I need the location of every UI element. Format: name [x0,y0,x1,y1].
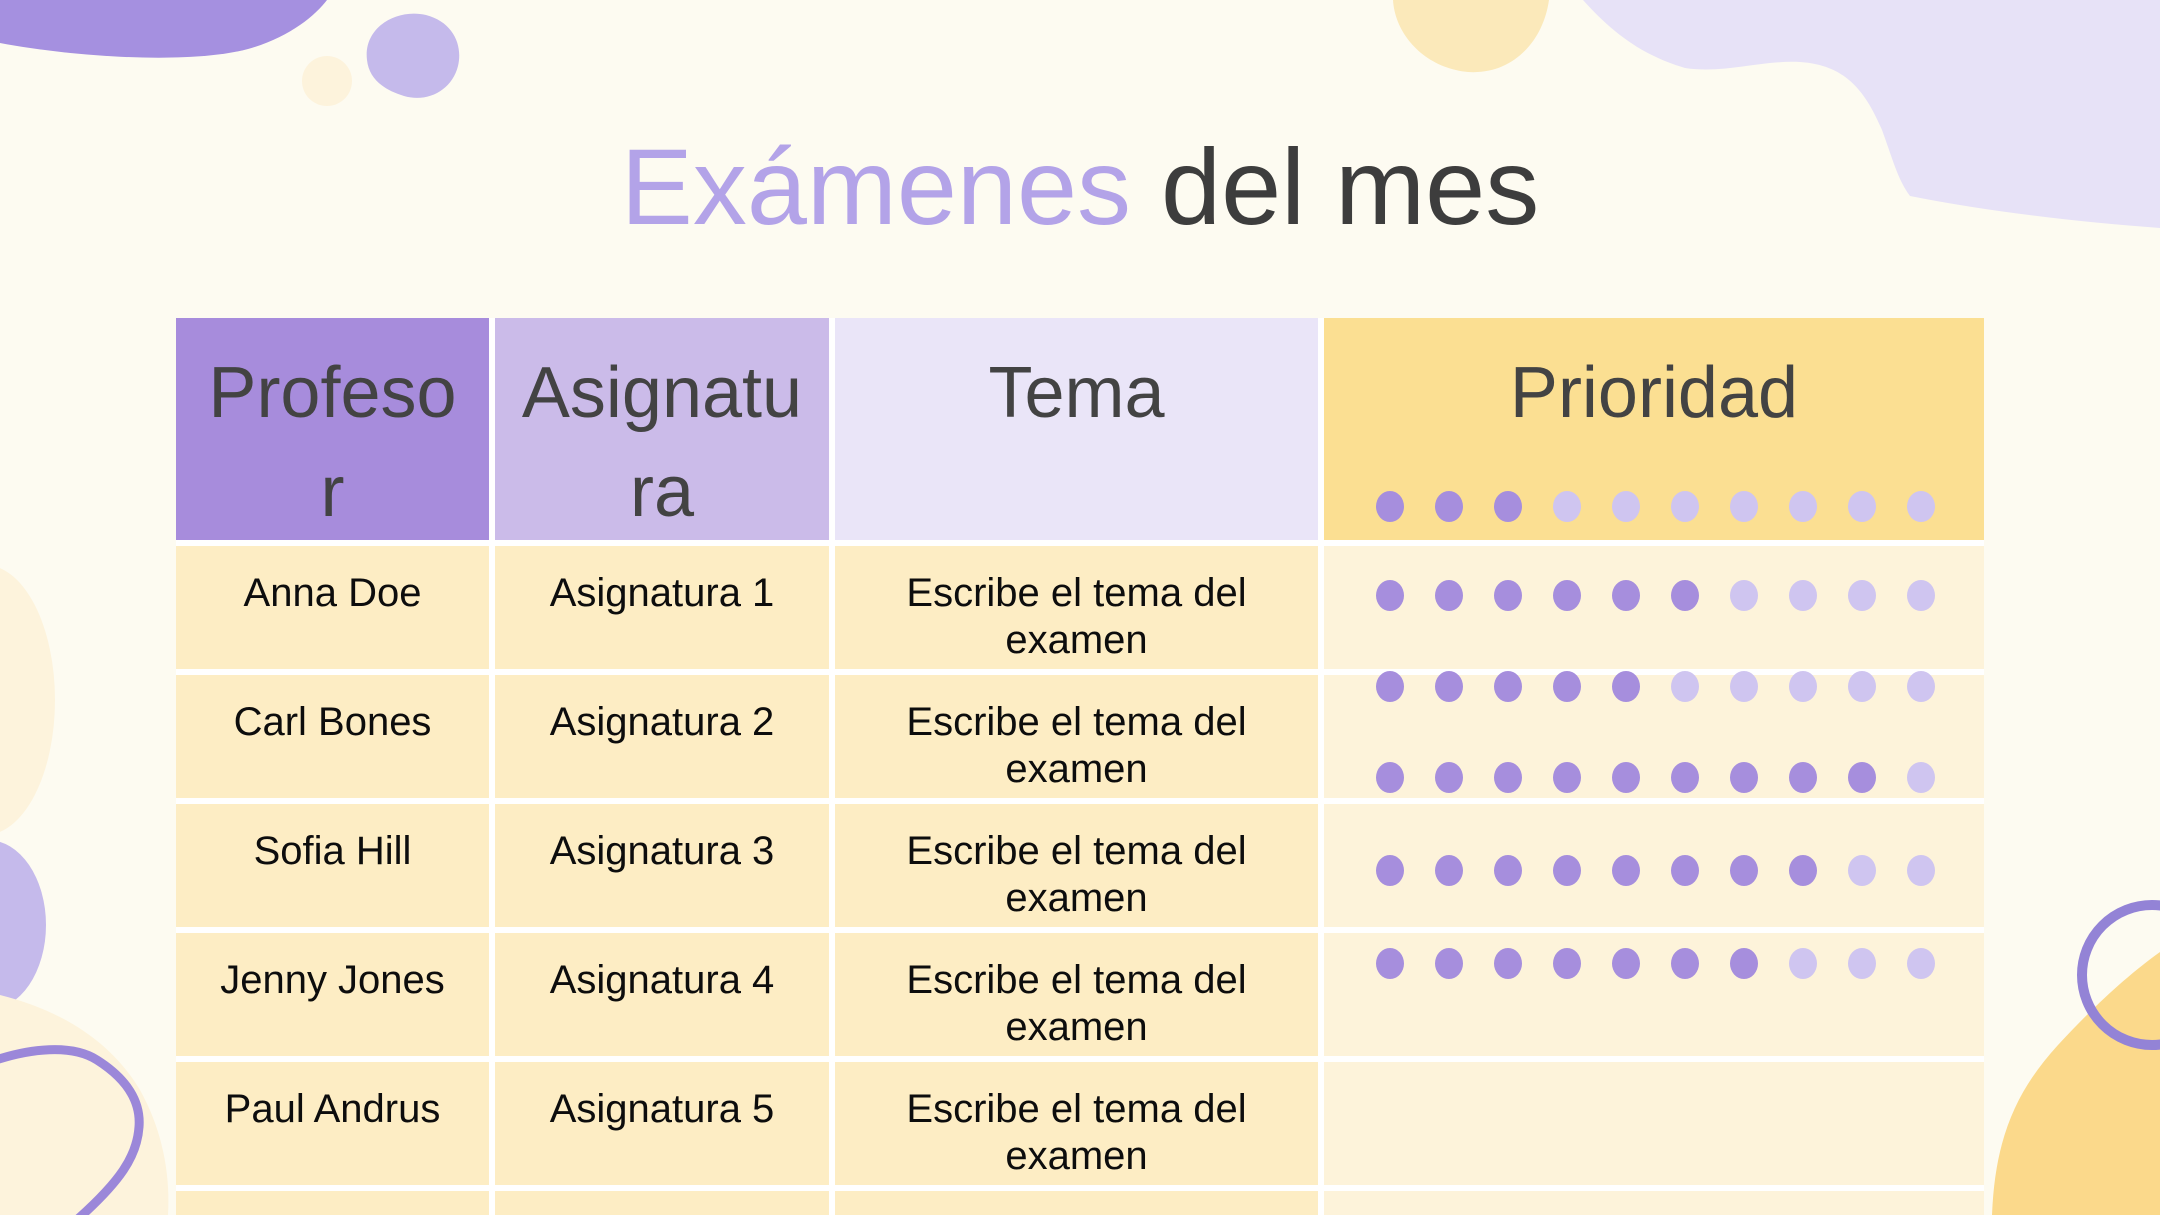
priority-dot [1789,580,1817,611]
header-tema[interactable]: Tema [835,318,1318,540]
priority-dot [1612,948,1640,979]
priority-dot [1376,671,1404,702]
priority-dot [1435,491,1463,522]
priority-dot [1376,580,1404,611]
blob-bottom-left-lavender [0,840,46,1010]
priority-dot [1848,491,1876,522]
priority-dot [1848,855,1876,886]
cell-tema[interactable]: Escribe el tema del examen [835,933,1318,1056]
priority-dot [1376,948,1404,979]
priority-dot [1730,580,1758,611]
priority-dot [1789,948,1817,979]
priority-dot [1494,762,1522,793]
priority-dot-line [1376,491,1935,522]
priority-dot [1494,948,1522,979]
header-prioridad[interactable]: Prioridad [1324,318,1984,540]
priority-dot [1376,491,1404,522]
cell-profesor[interactable]: Anna Doe [176,546,489,669]
priority-dot [1435,855,1463,886]
priority-dot [1435,948,1463,979]
priority-dot [1789,491,1817,522]
priority-dot [1907,855,1935,886]
priority-dot [1848,580,1876,611]
priority-dot [1612,855,1640,886]
priority-dot [1376,762,1404,793]
header-asignatura[interactable]: Asignatura [495,318,829,540]
priority-dot [1553,491,1581,522]
priority-dot [1553,762,1581,793]
priority-dot [1789,855,1817,886]
priority-dot [1553,948,1581,979]
cell-asignatura[interactable]: Asignatura 2 [495,675,829,798]
priority-dot-line [1376,762,1935,793]
blob-top-left-lavender [367,14,460,98]
blob-top-left-cream-circle [302,56,352,106]
priority-dot [1907,491,1935,522]
priority-dot [1612,671,1640,702]
priority-dot [1848,762,1876,793]
slide-title-rest: del mes [1131,126,1540,247]
priority-dot [1435,580,1463,611]
priority-dot [1612,762,1640,793]
priority-dot [1671,671,1699,702]
priority-dot [1494,855,1522,886]
cell-tema[interactable]: Escribe el tema del examen [835,675,1318,798]
cell-prioridad-empty [1324,1191,1984,1215]
cell-profesor[interactable]: Carl Bones [176,675,489,798]
priority-dot [1435,762,1463,793]
cell-asignatura[interactable]: Asignatura 1 [495,546,829,669]
priority-dot [1907,671,1935,702]
priority-dot-line [1376,948,1935,979]
priority-dot [1789,762,1817,793]
priority-dot [1612,580,1640,611]
priority-dot [1553,855,1581,886]
priority-dot [1376,855,1404,886]
priority-dot [1671,762,1699,793]
cell-prioridad [1324,1062,1984,1185]
cell-asignatura[interactable]: Asignatura 3 [495,804,829,927]
slide-title[interactable] [0,128,2160,247]
priority-dot [1848,948,1876,979]
priority-dot [1730,491,1758,522]
priority-dot [1553,580,1581,611]
cell-tema-empty [835,1191,1318,1215]
cell-asignatura[interactable]: Asignatura 4 [495,933,829,1056]
priority-dot [1671,948,1699,979]
cell-profesor[interactable]: Sofia Hill [176,804,489,927]
priority-dot [1553,671,1581,702]
slide-title-accent: Exámenes [620,126,1132,247]
blob-left-cream [0,565,55,835]
priority-dot [1907,762,1935,793]
priority-dot-line [1376,671,1935,702]
priority-dot [1789,671,1817,702]
cell-asignatura-empty [495,1191,829,1215]
priority-dot [1671,855,1699,886]
cell-profesor[interactable]: Paul Andrus [176,1062,489,1185]
priority-dot [1435,671,1463,702]
blob-bottom-right-yellow [1992,952,2160,1215]
cell-tema[interactable]: Escribe el tema del examen [835,1062,1318,1185]
priority-dot [1671,580,1699,611]
priority-dot [1494,671,1522,702]
header-profesor[interactable]: Profesor [176,318,489,540]
priority-dot [1671,491,1699,522]
cell-asignatura[interactable]: Asignatura 5 [495,1062,829,1185]
priority-dot [1494,580,1522,611]
priority-dot [1730,948,1758,979]
blob-bottom-left-cream [0,995,168,1215]
blob-top-left-purple [0,0,327,58]
priority-dot [1730,762,1758,793]
blob-top-right-yellow [1393,0,1549,72]
priority-dot-line [1376,855,1935,886]
priority-dot [1907,948,1935,979]
cell-profesor[interactable]: Jenny Jones [176,933,489,1056]
priority-dot [1848,671,1876,702]
priority-dot [1730,855,1758,886]
cell-tema[interactable]: Escribe el tema del examen [835,804,1318,927]
priority-dot [1730,671,1758,702]
priority-dot-line [1376,580,1935,611]
cell-profesor-empty [176,1191,489,1215]
cell-tema[interactable]: Escribe el tema del examen [835,546,1318,669]
priority-dot [1907,580,1935,611]
priority-dot [1612,491,1640,522]
priority-dot [1494,491,1522,522]
